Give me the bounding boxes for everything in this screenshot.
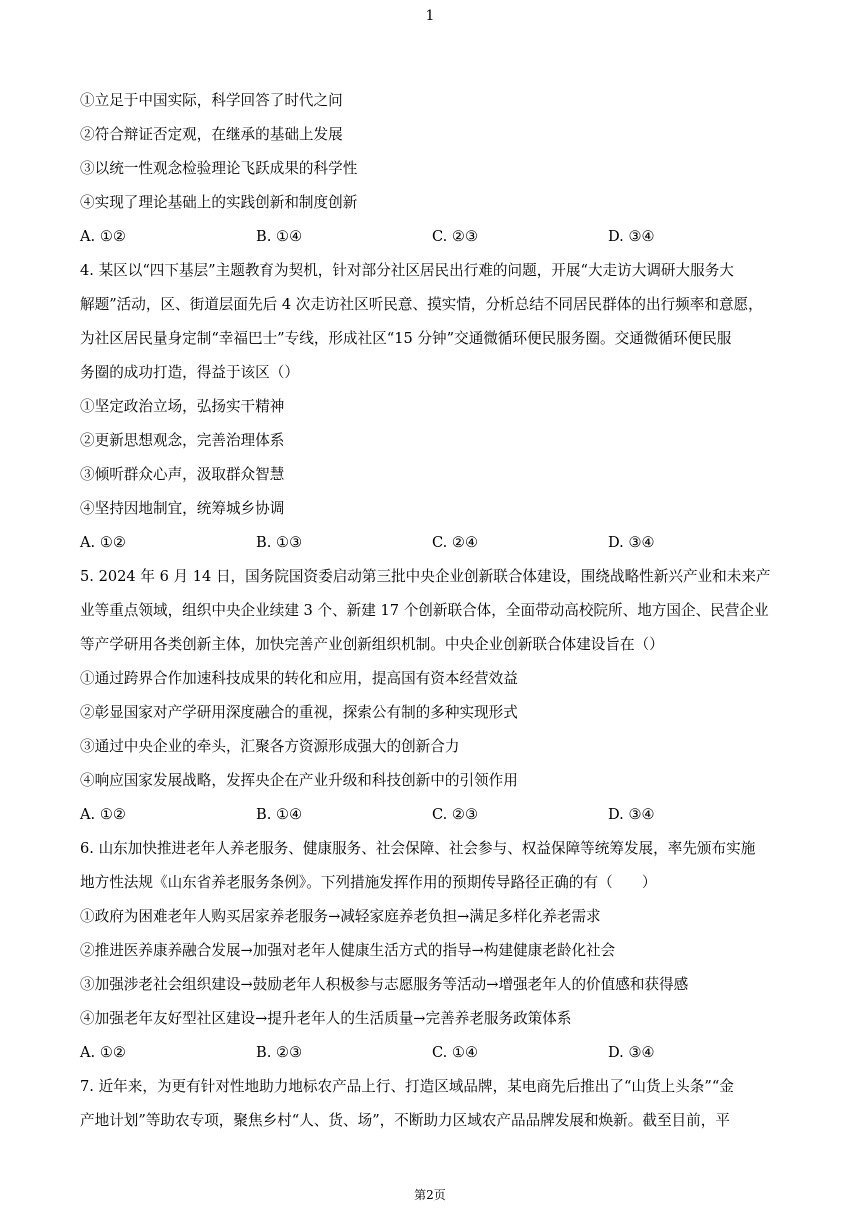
- q6-option-c: C. ①④: [432, 1044, 479, 1061]
- page-number: 1: [425, 8, 435, 24]
- q5-stem-line-3: 等产学研用各类创新主体，加快完善产业创新组织机制。中央企业创新联合体建设旨在（）: [80, 636, 664, 653]
- q6-statement-1: ①政府为困难老年人购买居家养老服务→减轻家庭养老负担→满足多样化养老需求: [80, 908, 601, 925]
- q7-stem-line-2: 产地计划”等助农专项，聚焦乡村“人、货、场”，不断助力区域农产品品牌发展和焕新。截至目前，平: [80, 1112, 730, 1129]
- q5-option-a: A. ①②: [80, 806, 126, 823]
- q4-stem-line-3: 为社区居民量身定制“幸福巴士”专线，形成社区“15 分钟”交通微循环便民服务圈。交通微循环便民服: [80, 330, 732, 347]
- q6-stem-line-1: 6. 山东加快推进老年人养老服务、健康服务、社会保障、社会参与、权益保障等统筹发展，率先颁布实施: [80, 840, 756, 857]
- q5-option-b: B. ①④: [256, 806, 303, 823]
- q4-option-b: B. ①③: [256, 534, 303, 551]
- q3-statement-2: ②符合辩证否定观，在继承的基础上发展: [80, 126, 343, 143]
- q4-option-a: A. ①②: [80, 534, 126, 551]
- q6-option-d: D. ③④: [608, 1044, 655, 1061]
- q5-stem-line-1: 5. 2024 年 6 月 14 日，国务院国资委启动第三批中央企业创新联合体建设，围绕战略性新兴产业和未来产: [80, 568, 771, 585]
- q4-stem-line-4: 务圈的成功打造，得益于该区（）: [80, 364, 299, 381]
- q6-statement-3: ③加强涉老社会组织建设→鼓励老年人积极参与志愿服务等活动→增强老年人的价值感和获得感: [80, 976, 689, 993]
- q6-option-a: A. ①②: [80, 1044, 126, 1061]
- q5-option-c: C. ②③: [432, 806, 479, 823]
- q5-statement-1: ①通过跨界合作加速科技成果的转化和应用，提高国有资本经营效益: [80, 670, 518, 687]
- q3-statement-1: ①立足于中国实际，科学回答了时代之问: [80, 92, 343, 109]
- q4-statement-2: ②更新思想观念，完善治理体系: [80, 432, 285, 449]
- q4-stem-line-1: 4. 某区以“四下基层”主题教育为契机，针对部分社区居民出行难的问题，开展“大走访大调研大服务大: [80, 262, 734, 279]
- q4-option-d: D. ③④: [608, 534, 655, 551]
- q7-stem-line-1: 7. 近年来，为更有针对性地助力地标农产品上行、打造区域品牌，某电商先后推出了“山货上头条”“金: [80, 1078, 734, 1095]
- q3-statement-4: ④实现了理论基础上的实践创新和制度创新: [80, 194, 358, 211]
- q4-statement-4: ④坚持因地制宜，统筹城乡协调: [80, 500, 285, 517]
- page-footer: 第2页: [414, 1188, 446, 1202]
- q4-statement-3: ③倾听群众心声，汲取群众智慧: [80, 466, 285, 483]
- q4-options: [80, 526, 785, 560]
- q6-options: [80, 1036, 785, 1070]
- q5-option-d: D. ③④: [608, 806, 655, 823]
- q3-options: [80, 220, 785, 254]
- q6-option-b: B. ②③: [256, 1044, 303, 1061]
- q3-option-c: C. ②③: [432, 228, 479, 245]
- q5-stem-line-2: 业等重点领域，组织中央企业续建 3 个、新建 17 个创新联合体，全面带动高校院所、地方国企、民营企业: [80, 602, 769, 619]
- q3-option-a: A. ①②: [80, 228, 126, 245]
- q5-statement-4: ④响应国家发展战略，发挥央企在产业升级和科技创新中的引领作用: [80, 772, 518, 789]
- question-content: [80, 84, 785, 1138]
- q5-statement-2: ②彰显国家对产学研用深度融合的重视，探索公有制的多种实现形式: [80, 704, 518, 721]
- q4-option-c: C. ②④: [432, 534, 479, 551]
- q3-statement-3: ③以统一性观念检验理论飞跃成果的科学性: [80, 160, 358, 177]
- q5-options: [80, 798, 785, 832]
- q6-stem-line-2: 地方性法规《山东省养老服务条例》。下列措施发挥作用的预期传导路径正确的有（ ）: [80, 874, 657, 891]
- q3-option-d: D. ③④: [608, 228, 655, 245]
- q6-statement-2: ②推进医养康养融合发展→加强对老年人健康生活方式的指导→构建健康老龄化社会: [80, 942, 616, 959]
- q5-statement-3: ③通过中央企业的牵头，汇聚各方资源形成强大的创新合力: [80, 738, 460, 755]
- q4-stem-line-2: 解题”活动，区、街道层面先后 4 次走访社区听民意、摸实情，分析总结不同居民群体的出行频率和意愿，: [80, 296, 763, 313]
- q3-option-b: B. ①④: [256, 228, 303, 245]
- q4-statement-1: ①坚定政治立场，弘扬实干精神: [80, 398, 285, 415]
- q6-statement-4: ④加强老年友好型社区建设→提升老年人的生活质量→完善养老服务政策体系: [80, 1010, 572, 1027]
